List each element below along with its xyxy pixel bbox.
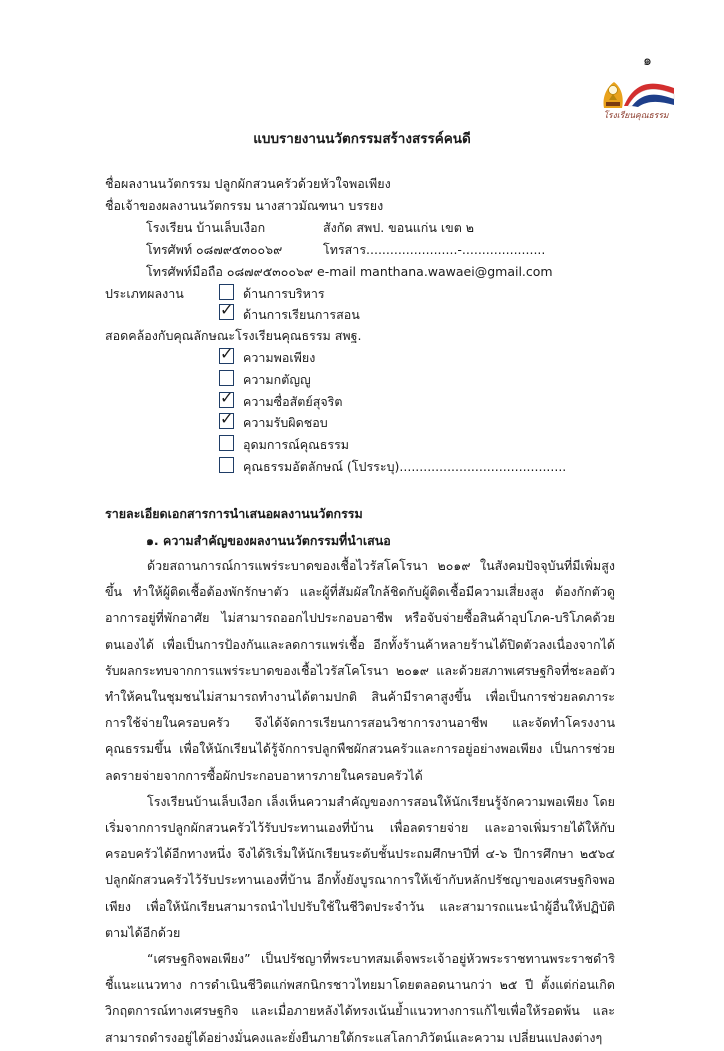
paragraph: ด้วยสถานการณ์การแพร่ระบาดของเชื้อไวรัสโคโรนา ๒๐๑๙ ในสังคมปัจจุบันที่มีเพิ่มสูงขึ้น ทำให้ผู้ติดเชื้อต้องพักรักษาตัว และผู้ที่สัมผัสใกล้ชิดกับผู้ติดเชื้อมีความเสี่ยงสูง ต้องกักตัวดูอาการอยู่ที่พักอาศัย ไม่สามารถออกไปประกอบอาชีพ หรือจับจ่ายซื้อสินค้าอุปโภค-บริโภคด้วยตนเองได้ เพื่อเป็นการป้องกันและลดการแพร่เชื้อ อีกทั้งร้านค้าหลายร้านได้ปิดตัวลงเนื่องจากได้รับผลกระทบจากการแพร่ระบาดของเชื้อไวรัสโคโรนา ๒๐๑๙ และด้วยสภาพเศรษฐกิจที่ชะลอตัว ทำให้คนในชุมชนไม่สามารถทำงานได้ตามปกติ สินค้ามีราคาสูงขึ้น เพื่อเป็นการช่วยลดภาระการใช้จ่ายในครอบครัว จึงได้จัดการเรียนการสอนวิชาการงานอาชีพ และจัดทำโครงงานคุณธรรมขึ้น เพื่อให้นักเรียนได้รู้จักการปลูกพืชผักสวนครัวและการอยู่อย่างพอเพียง เป็นการช่วยลดรายจ่ายจากการซื้อผักประกอบอาหารภายในครอบครัวได้ <box>105 558 615 783</box>
logo-text: โรงเรียนคุณธรรม <box>603 111 669 121</box>
checkbox-ideology[interactable] <box>219 435 234 451</box>
check-icon: ✓ <box>220 409 234 428</box>
checkbox-honesty[interactable] <box>219 388 234 408</box>
checkbox-responsibility[interactable] <box>219 409 234 429</box>
paragraph: “เศรษฐกิจพอเพียง” เป็นปรัชญาที่พระบาทสมเด็จพระเจ้าอยู่หัวพระราชทานพระราชดำริชี้แนะแนวทาง การดำเนินชีวิตแก่พสกนิกรชาวไทยมาโดยตลอดนานกว่า ๒๕ ปี ตั้งแต่ก่อนเกิดวิกฤตการณ์ทางเศรษฐกิจ และเมื่อภายหลังได้ทรงเน้นย้ำแนวทางการแก้ไขเพื่อให้รอดพ้น และสามารถดำรงอยู่ได้อย่างมั่นคงและยั่งยืนภายใต้กระแสโลกาภิวัตน์และความ เปลี่ยนแปลงต่างๆ <box>105 951 615 1045</box>
owner-name: ชื่อเจ้าของผลงานนวัตกรรม นางสาวมัณฑนา บรรยง <box>105 198 384 213</box>
work-type-admin-label: ด้านการบริหาร <box>243 286 325 301</box>
page-number: ๑ <box>643 53 652 69</box>
affiliation: สังกัด สพป. ขอนแก่น เขต ๒ <box>323 220 475 235</box>
work-type-label: ประเภทผลงาน <box>105 286 184 301</box>
document-title: แบบรายงานนวัตกรรมสร้างสรรค์คนดี <box>253 131 471 147</box>
virtue-gratitude-label: ความกตัญญู <box>243 372 311 387</box>
section1-heading: ๑. ความสำคัญของผลงานนวัตกรรมที่นำเสนอ <box>146 533 391 548</box>
virtue-label: สอดคล้องกับคุณลักษณะโรงเรียนคุณธรรม สพฐ. <box>105 328 362 343</box>
checkbox-gratitude[interactable] <box>219 370 234 386</box>
body-text <box>105 553 615 1051</box>
school-name: โรงเรียน บ้านเล็บเงือก <box>146 220 266 235</box>
checkbox-identity[interactable] <box>219 457 234 473</box>
virtue-identity-label: คุณธรรมอัตลักษณ์ (โปรระบุ).......................................... <box>243 459 567 474</box>
checkbox-admin[interactable] <box>219 284 234 300</box>
phone: โทรศัพท์ ๐๘๗๙๕๓๐๐๖๙ <box>146 242 283 257</box>
check-icon: ✓ <box>220 344 234 363</box>
checkbox-sufficiency[interactable] <box>219 344 234 364</box>
details-heading: รายละเอียดเอกสารการนำเสนอผลงานนวัตกรรม <box>105 506 363 521</box>
school-logo <box>596 72 676 122</box>
paragraph: โรงเรียนบ้านเล็บเงือก เล็งเห็นความสำคัญของการสอนให้นักเรียนรู้จักความพอเพียง โดยเริ่มจากการปลูกผักสวนครัวไว้รับประทานเองที่บ้าน เพื่อลดรายจ่าย และอาจเพิ่มรายได้ให้กับครอบครัวได้อีกทางหนึ่ง จึงได้ริเริ่มให้นักเรียนระดับชั้นประถมศึกษาปีที่ ๔-๖ ปีการศึกษา ๒๕๖๔ ปลูกผักสวนครัวไว้รับประทานเองที่บ้าน อีกทั้งยังบูรณาการให้เข้ากับหลักปรัชญาของเศรษฐกิจพอเพียง เพื่อให้นักเรียนสามารถนำไปปรับใช้ในชีวิตประจำวัน และสามารถแนะนำผู้อื่นให้ปฏิบัติตามได้อีกด้วย <box>105 793 615 940</box>
fax: โทรสาร.......................-..................... <box>323 242 546 257</box>
virtue-responsibility-label: ความรับผิดชอบ <box>243 415 328 430</box>
check-icon: ✓ <box>220 388 234 407</box>
virtue-ideology-label: อุดมการณ์คุณธรรม <box>243 437 350 452</box>
virtue-sufficiency-label: ความพอเพียง <box>243 350 316 365</box>
work-type-teaching-label: ด้านการเรียนการสอน <box>243 307 360 322</box>
moral-school-emblem-icon <box>596 72 676 112</box>
work-name: ชื่อผลงานนวัตกรรม ปลูกผักสวนครัวด้วยหัวใจพอเพียง <box>105 176 391 191</box>
checkbox-teaching[interactable] <box>219 300 234 320</box>
virtue-honesty-label: ความซื่อสัตย์สุจริต <box>243 394 343 409</box>
check-icon: ✓ <box>220 300 234 319</box>
mobile-email: โทรศัพท์มือถือ ๐๘๗๙๕๓๐๐๖๙ e-mail manthana.wawaei@gmail.com <box>146 264 553 279</box>
